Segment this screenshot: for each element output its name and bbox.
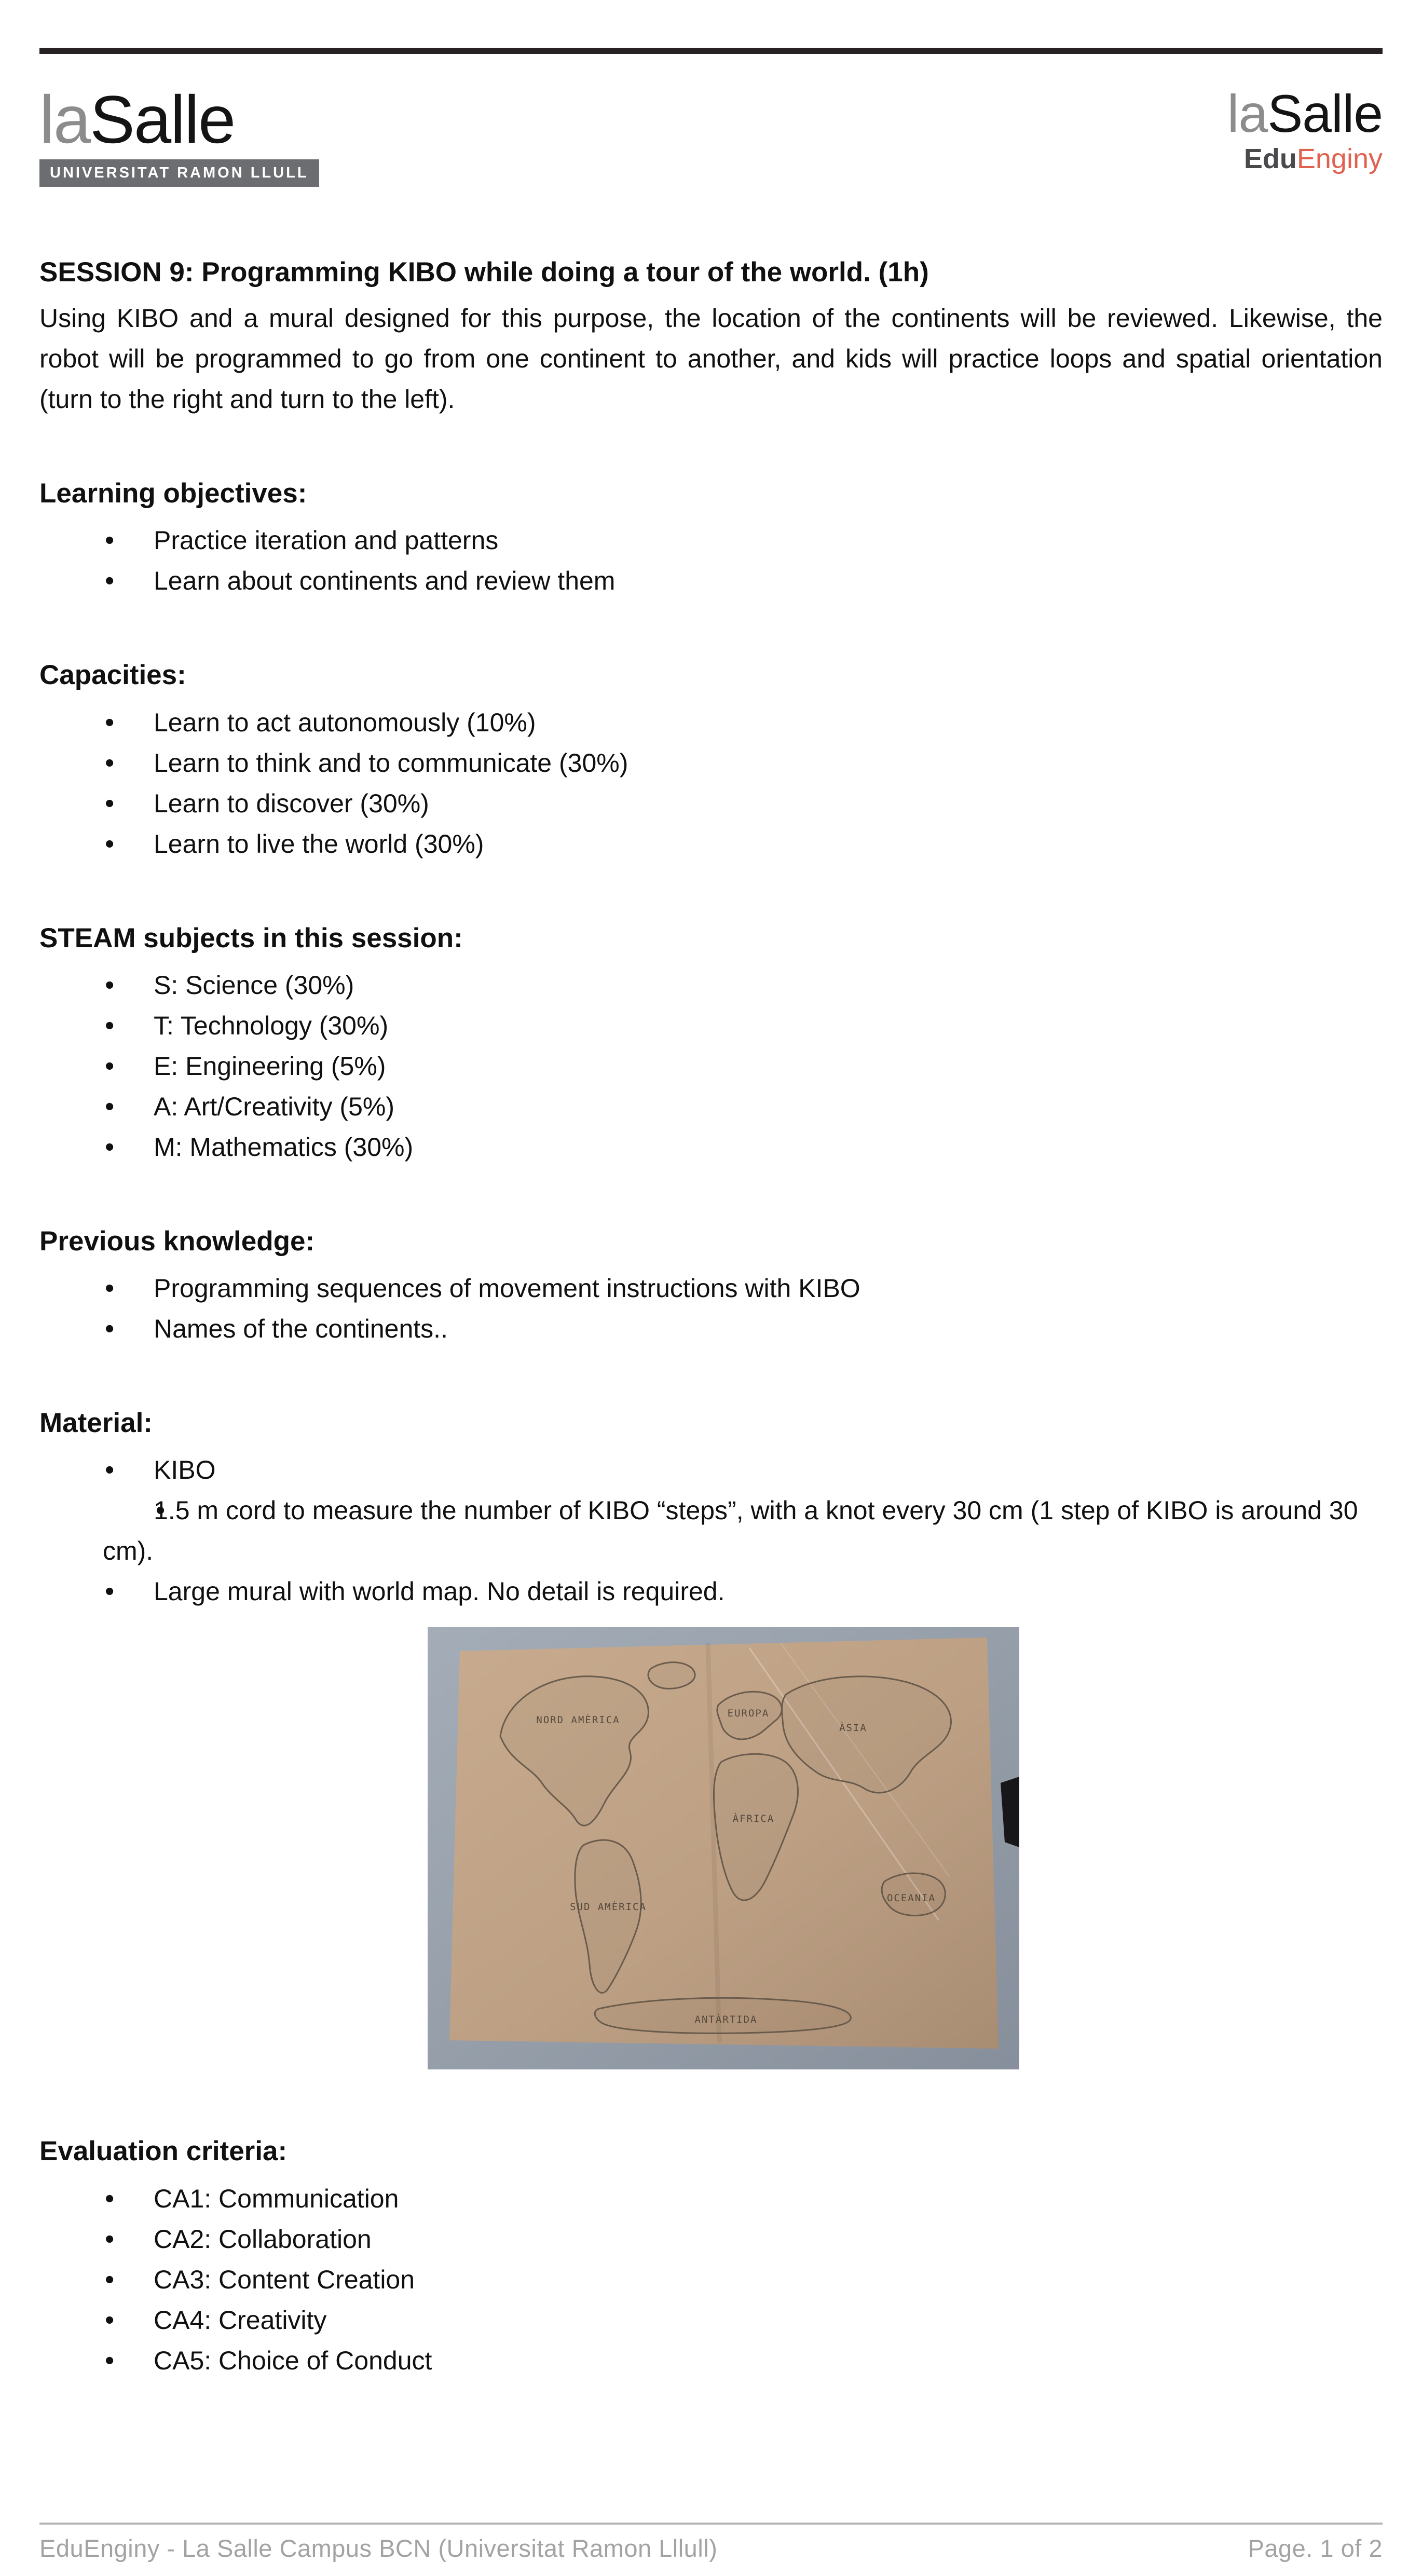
world-map-mural-photo <box>428 1627 1019 2069</box>
heading-learning-objectives: Learning objectives: <box>39 478 307 509</box>
map-label-asia: ÀSIA <box>839 1722 867 1734</box>
steam-subjects-list <box>39 965 1383 1167</box>
learning-objectives-list <box>39 520 1383 601</box>
brand-salle-right: Salle <box>1267 84 1383 143</box>
list-item: • CA4: Creativity <box>39 2300 1383 2340</box>
list-item: • T: Technology (30%) <box>39 1005 1383 1046</box>
list-item: • Large mural with world map. No detail is required. <box>39 1571 1383 1612</box>
brand-salle: Salle <box>90 81 235 157</box>
eduenginy-logo <box>1227 84 1383 175</box>
edu-text: Edu <box>1243 143 1297 175</box>
document-header <box>39 81 1383 187</box>
capacities-list <box>39 702 1383 864</box>
heading-capacities: Capacities: <box>39 660 186 691</box>
heading-evaluation-criteria: Evaluation criteria: <box>39 2136 288 2167</box>
continent-greenland <box>648 1662 695 1689</box>
heading-previous-knowledge: Previous knowledge: <box>39 1225 315 1257</box>
enginy-text: Enginy <box>1296 143 1383 175</box>
list-item: • CA5: Choice of Conduct <box>39 2340 1383 2381</box>
page-footer <box>39 2523 1383 2563</box>
top-divider <box>39 48 1383 54</box>
map-label-antarctica: ANTÀRTIDA <box>694 2014 758 2026</box>
university-banner: UNIVERSITAT RAMON LLULL <box>39 159 319 187</box>
list-item: • KIBO <box>39 1450 1383 1490</box>
footer-page-number: Page. 1 of 2 <box>1248 2534 1383 2562</box>
list-item: • Learn about continents and review them <box>39 561 1383 601</box>
lasalle-wordmark <box>39 81 319 157</box>
brand-la: la <box>39 81 90 157</box>
list-item: • M: Mathematics (30%) <box>39 1127 1383 1167</box>
list-item: • CA3: Content Creation <box>39 2259 1383 2300</box>
map-label-africa: ÀFRICA <box>732 1813 775 1825</box>
list-item: • CA2: Collaboration <box>39 2219 1383 2259</box>
material-list <box>39 1450 1383 1612</box>
world-map-illustration <box>428 1627 1019 2069</box>
map-label-oceania: OCEANIA <box>886 1892 936 1904</box>
previous-knowledge-list <box>39 1268 1383 1349</box>
list-item: • Learn to think and to communicate (30%) <box>39 743 1383 783</box>
heading-material: Material: <box>39 1408 153 1438</box>
list-item: • A: Art/Creativity (5%) <box>39 1086 1383 1127</box>
list-item: • Practice iteration and patterns <box>39 520 1383 561</box>
session-title: SESSION 9: Programming KIBO while doing a tour of the world. (1h) <box>39 256 929 288</box>
list-item: • E: Engineering (5%) <box>39 1046 1383 1086</box>
eduenginy-wordmark <box>1227 143 1383 175</box>
lasalle-logo <box>39 81 319 187</box>
footer-left-text: EduEnginy - La Salle Campus BCN (Universitat Ramon Lllull) <box>39 2534 718 2562</box>
list-item: • Learn to discover (30%) <box>39 783 1383 824</box>
list-item: • S: Science (30%) <box>39 965 1383 1005</box>
list-item: • Names of the continents.. <box>39 1309 1383 1349</box>
map-label-europe: EUROPA <box>727 1708 770 1720</box>
map-label-south-america: SUD AMÈRICA <box>570 1901 647 1913</box>
list-item: • 1.5 m cord to measure the number of KIBO “steps”, with a knot every 30 cm (1 step of KIBO is around 30 cm). <box>39 1490 1383 1571</box>
document-page <box>0 48 1422 2576</box>
map-label-north-america: NORD AMÈRICA <box>536 1714 620 1726</box>
intro-paragraph: Using KIBO and a mural designed for this purpose, the location of the continents will be reviewed. Likewise, the robot will be programmed to go from one continent to another, and kids will practice loops and spatial orientation (turn to the right and turn to the left). <box>39 304 1383 414</box>
brand-la-right: la <box>1227 84 1268 143</box>
lasalle-wordmark-right <box>1227 86 1383 142</box>
evaluation-criteria-list <box>39 2178 1383 2381</box>
list-item: • Programming sequences of movement instructions with KIBO <box>39 1268 1383 1309</box>
heading-steam-subjects: STEAM subjects in this session: <box>39 922 463 953</box>
list-item: • Learn to live the world (30%) <box>39 824 1383 864</box>
list-item: • CA1: Communication <box>39 2178 1383 2219</box>
list-item: • Learn to act autonomously (10%) <box>39 702 1383 743</box>
